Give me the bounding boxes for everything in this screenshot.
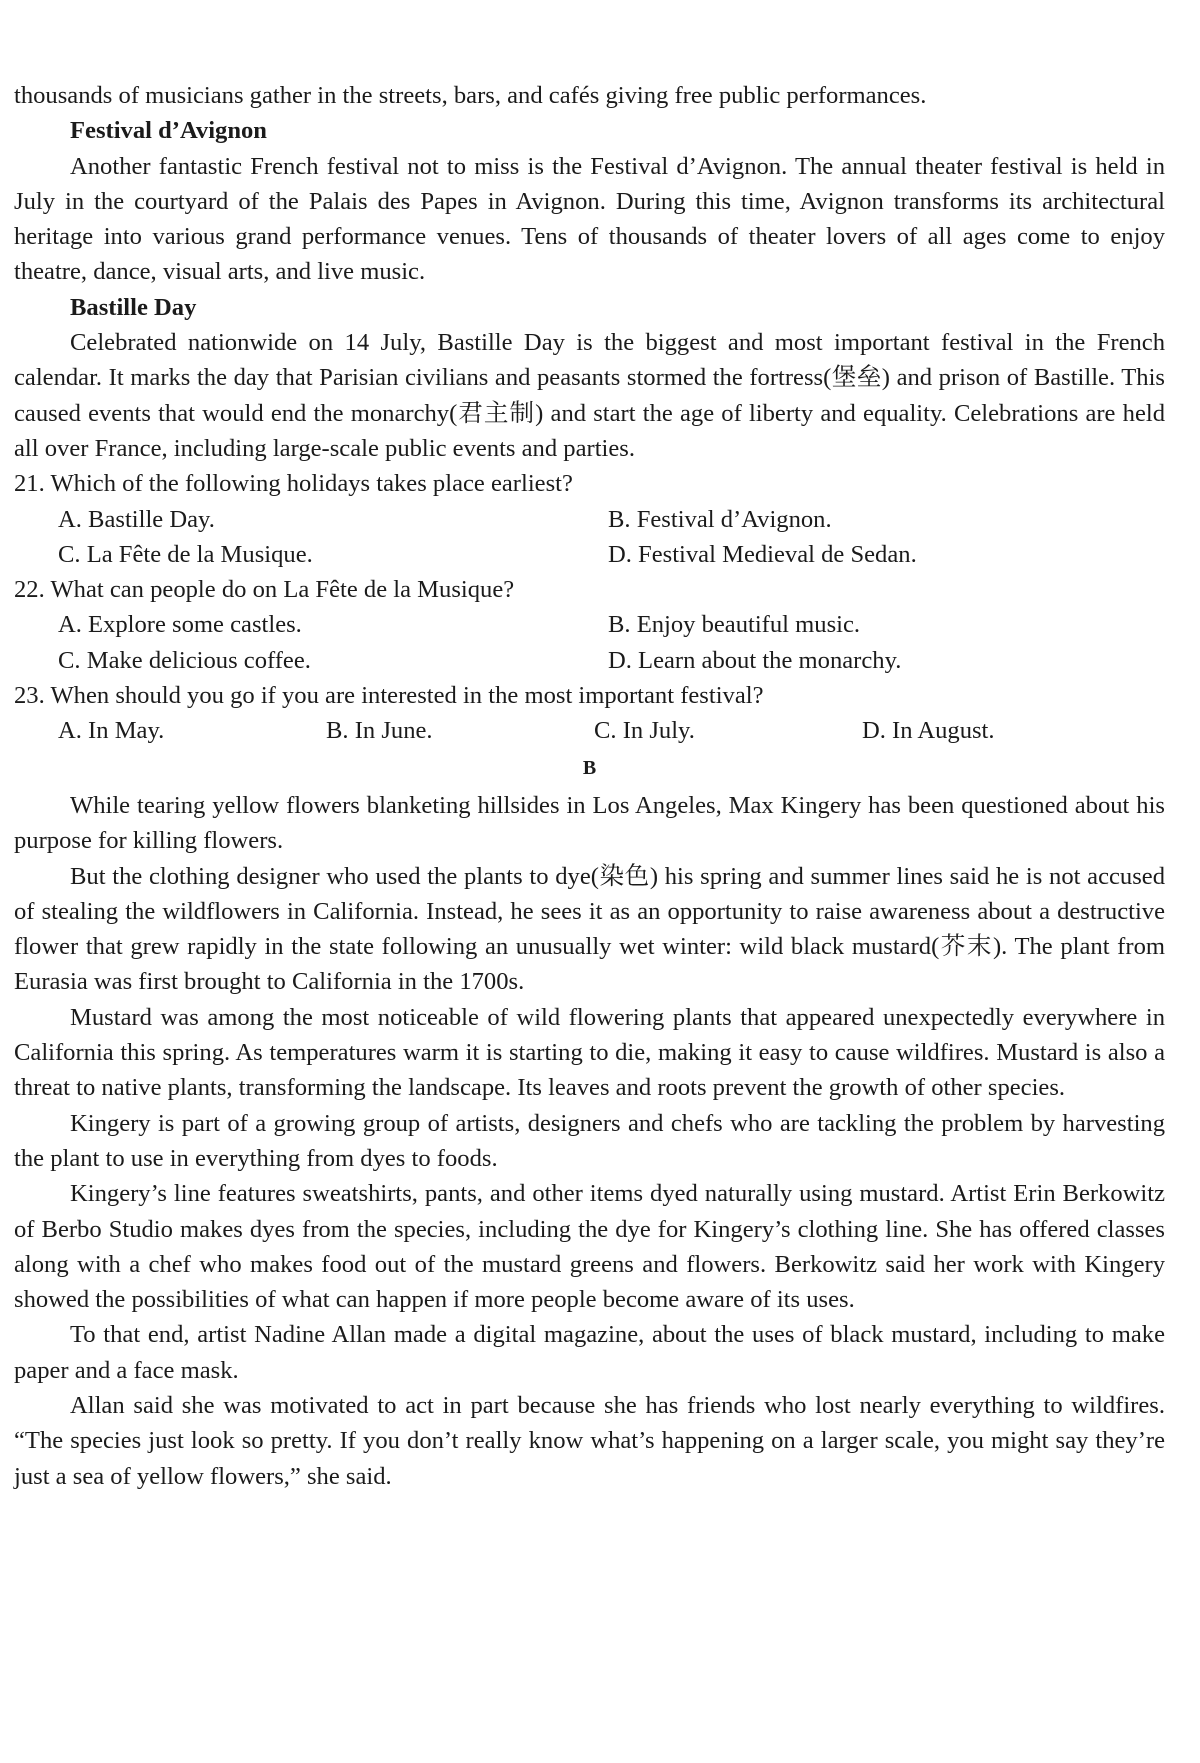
option-row bbox=[14, 502, 1165, 537]
passage-b-paragraph: To that end, artist Nadine Allan made a digital magazine, about the uses of black mustard, including to make paper and a face mask. bbox=[14, 1321, 1165, 1384]
option-row bbox=[14, 607, 1165, 642]
option-d: D. Festival Medieval de Sedan. bbox=[608, 540, 917, 568]
option-b: B. Festival d’Avignon. bbox=[608, 505, 832, 533]
passage-b-paragraph: Allan said she was motivated to act in part because she has friends who lost nearly everything to wildfires. “The species just look so pretty. If you don’t really know what’s happening on a larger scale, you might say they’re just a sea of yellow flowers,” she said. bbox=[14, 1391, 1165, 1490]
option-row bbox=[14, 643, 1165, 678]
question-stem: 21. Which of the following holidays takes place earliest? bbox=[14, 470, 573, 498]
passage-b-paragraph: But the clothing designer who used the plants to dye(染色) his spring and summer lines said he is not accused of stealing the wildflowers in California. Instead, he sees it as an opportunity to raise awareness about a destructive flower that grew rapidly in the state following an unusually wet winter: wild black mustard(芥末). The plant from Eurasia was first brought to California in the 1700s. bbox=[14, 862, 1165, 996]
option-b: B. Enjoy beautiful music. bbox=[608, 611, 861, 639]
option-c: C. Make delicious coffee. bbox=[58, 646, 311, 674]
option-a: A. Explore some castles. bbox=[58, 611, 302, 639]
section-heading-bastille: Bastille Day bbox=[70, 293, 197, 321]
passage-b-paragraph: While tearing yellow flowers blanketing hillsides in Los Angeles, Max Kingery has been questioned about his purpose for killing flowers. bbox=[14, 791, 1165, 855]
passage-b-paragraph: Kingery is part of a growing group of artists, designers and chefs who are tackling the problem by harvesting the plant to use in everything from dyes to foods. bbox=[14, 1109, 1165, 1172]
passage-b bbox=[14, 788, 1165, 1494]
option-b: B. In June. bbox=[326, 717, 433, 745]
option-c: C. La Fête de la Musique. bbox=[58, 540, 313, 568]
section-text-bastille: Celebrated nationwide on 14 July, Bastille Day is the biggest and most important festival in the French calendar. It marks the day that Parisian civilians and peasants stormed the fortress(堡垒) and prison of Bastille. This caused events that would end the monarchy(君主制) and start the age of liberty and equality. Celebrations are held all over France, including large-scale public events and parties. bbox=[14, 329, 1165, 462]
question-stem: 23. When should you go if you are interested in the most important festival? bbox=[14, 682, 764, 710]
question-21 bbox=[14, 466, 1165, 572]
question-22 bbox=[14, 572, 1165, 678]
question-23 bbox=[14, 678, 1165, 749]
passage-a-intro-tail: thousands of musicians gather in the streets, bars, and cafés giving free public performances. bbox=[14, 82, 927, 109]
option-d: D. In August. bbox=[862, 717, 995, 745]
option-row bbox=[14, 537, 1165, 572]
passage-b-paragraph: Kingery’s line features sweatshirts, pants, and other items dyed naturally using mustard. Artist Erin Berkowitz of Berbo Studio makes dyes from the species, including the dye for Kingery’s clothing line. She has offered classes along with a chef who makes food out of the mustard greens and flowers. Berkowitz said her work with Kingery showed the possibilities of what can happen if more people become aware of its uses. bbox=[14, 1180, 1165, 1314]
question-stem: 22. What can people do on La Fête de la Musique? bbox=[14, 576, 515, 604]
option-row bbox=[14, 713, 1165, 748]
option-a: A. In May. bbox=[58, 717, 165, 745]
passage-b-paragraph: Mustard was among the most noticeable of wild flowering plants that appeared unexpectedly everywhere in California this spring. As temperatures warm it is starting to die, making it easy to cause wildfires. Mustard is also a threat to native plants, transforming the landscape. Its leaves and roots prevent the growth of other species. bbox=[14, 1003, 1165, 1102]
option-d: D. Learn about the monarchy. bbox=[608, 646, 902, 674]
section-text-avignon: Another fantastic French festival not to miss is the Festival d’Avignon. The annual theater festival is held in July in the courtyard of the Palais des Papes in Avignon. During this time, Avignon transforms its architectural heritage into various grand performance venues. Tens of thousands of theater lovers of all ages come to enjoy theatre, dance, visual arts, and live music. bbox=[14, 152, 1165, 286]
option-a: A. Bastille Day. bbox=[58, 505, 215, 533]
passage-b-letter: B bbox=[582, 756, 597, 779]
option-c: C. In July. bbox=[594, 717, 695, 745]
section-heading-avignon: Festival d’Avignon bbox=[70, 117, 267, 145]
